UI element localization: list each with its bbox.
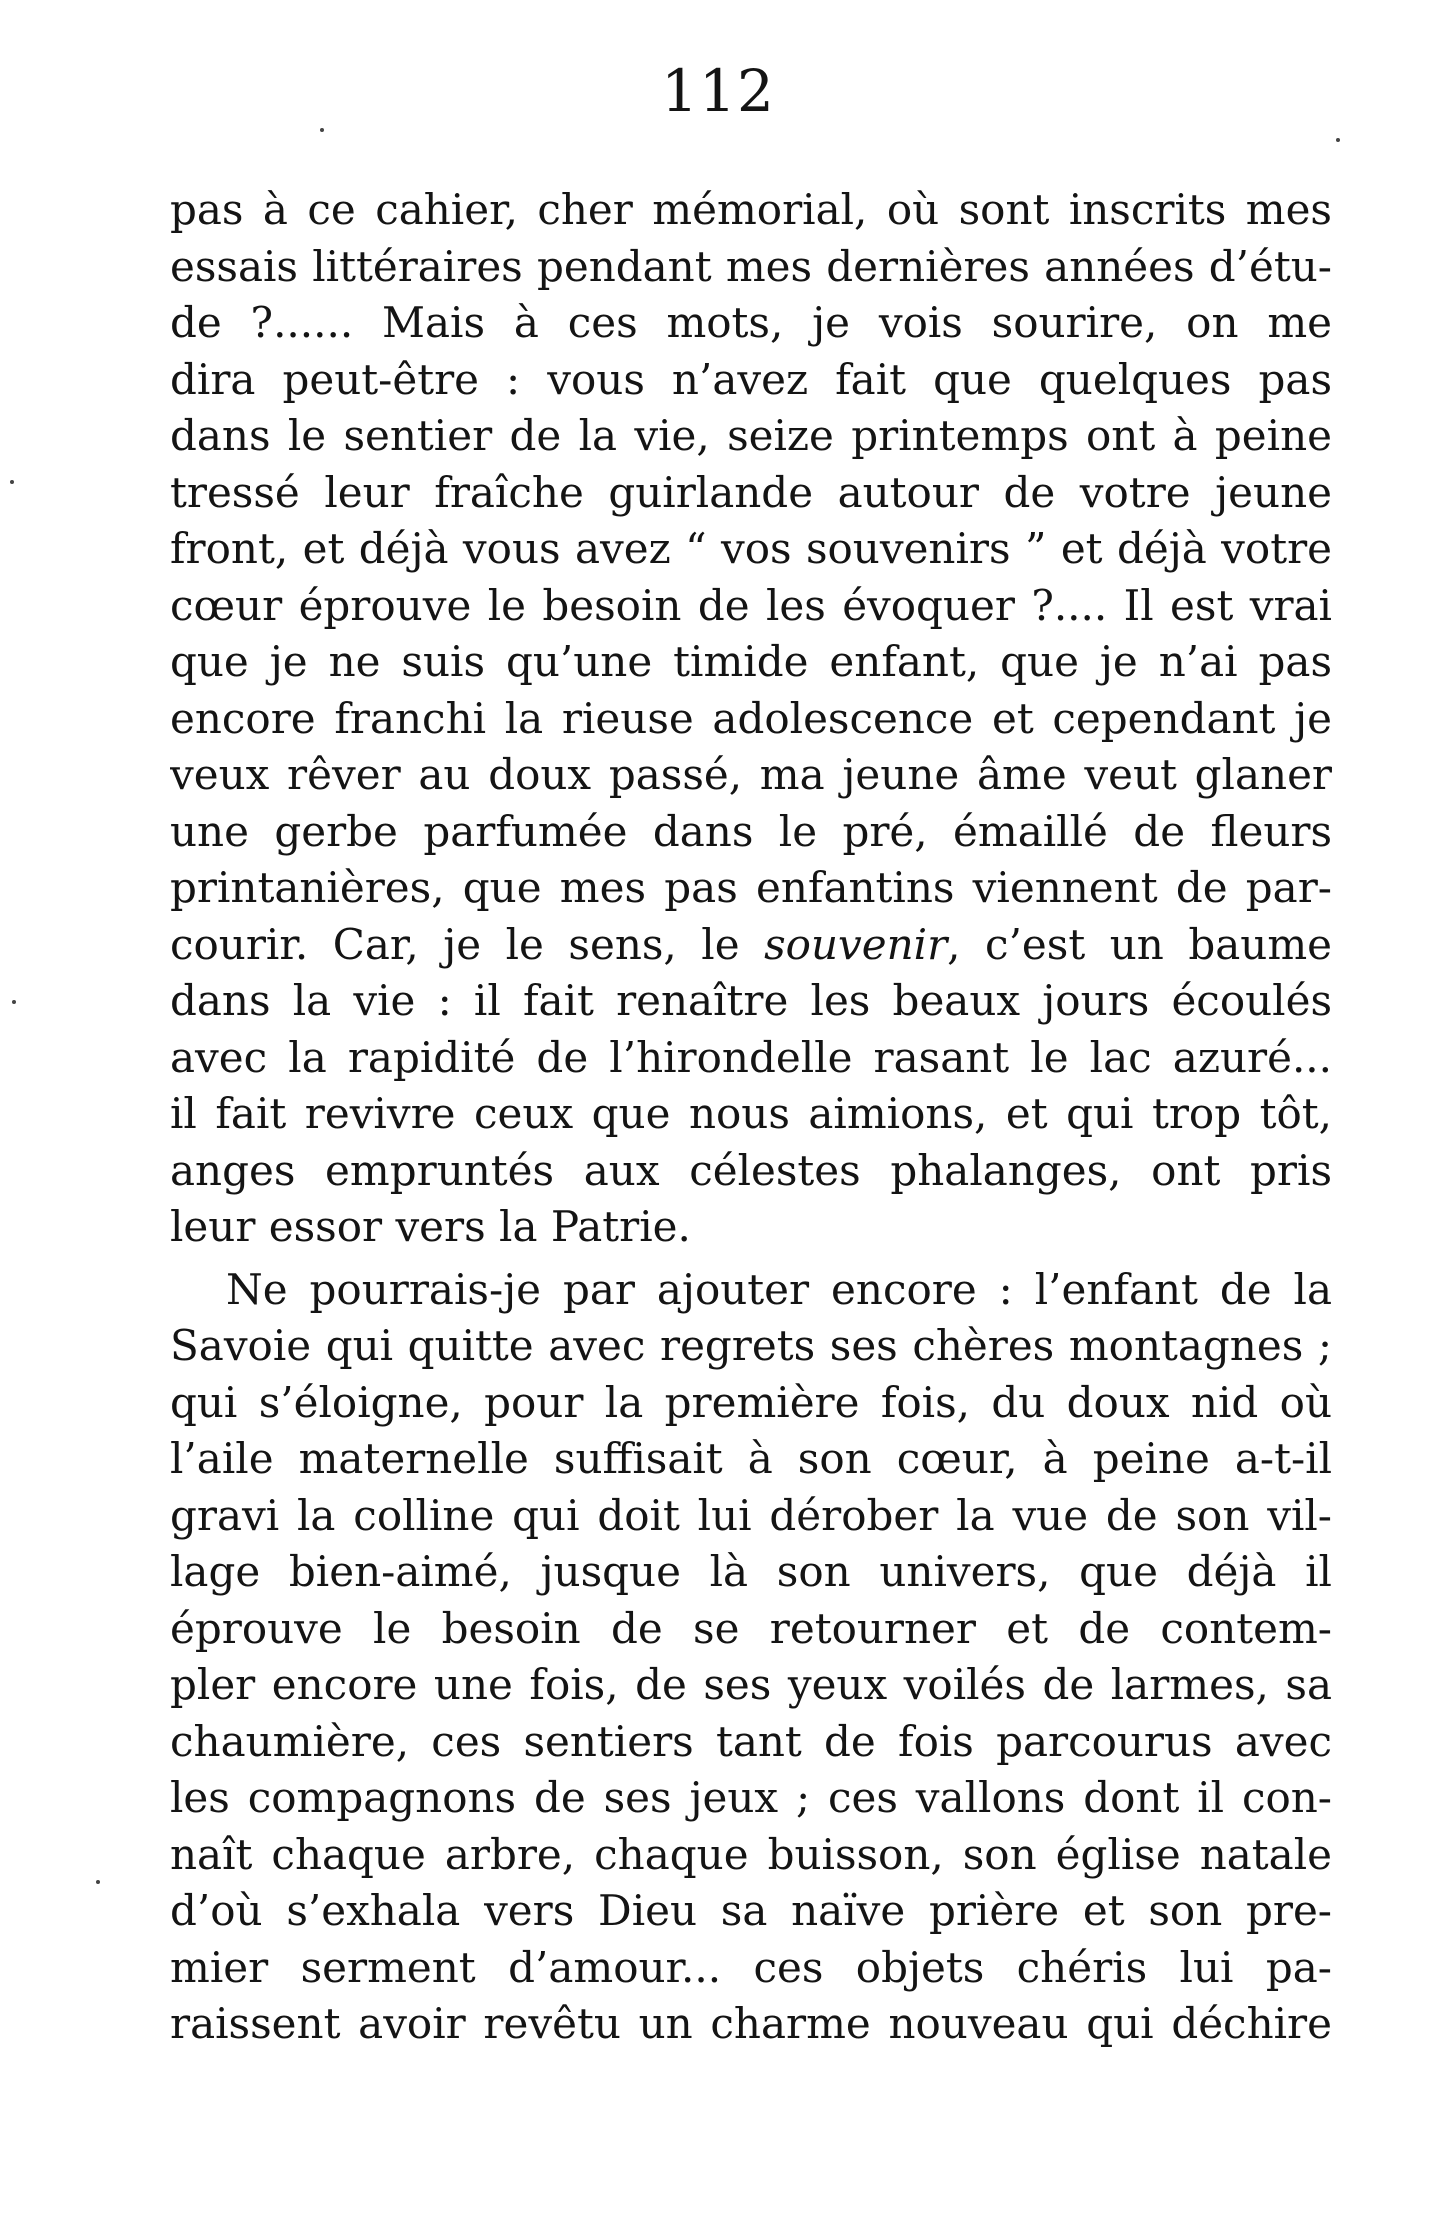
speck bbox=[96, 1880, 100, 1884]
emphasized-word: souvenir bbox=[764, 919, 948, 969]
text-line: mier serment d’amour... ces objets chéris lui pa- bbox=[170, 1942, 1332, 1992]
text-line: dira peut-être : vous n’avez fait que quelques pas bbox=[170, 354, 1332, 404]
text-line: il fait revivre ceux que nous aimions, et qui trop tôt, bbox=[170, 1089, 1332, 1138]
paragraph bbox=[170, 1262, 1332, 2053]
text-line: chaumière, ces sentiers tant de fois parcourus avec bbox=[170, 1716, 1332, 1766]
text-line: gravi la colline qui doit lui dérober la vue de son vil- bbox=[170, 1490, 1332, 1540]
text-line: éprouve le besoin de se retourner et de contem- bbox=[170, 1603, 1332, 1653]
text-line: l’aile maternelle suffisait à son cœur, à peine a-t-il bbox=[170, 1434, 1332, 1483]
paragraph bbox=[170, 182, 1332, 1256]
text-line: courir. Car, je le sens, le souvenir, c’est un baume bbox=[170, 919, 1332, 969]
speck bbox=[320, 128, 324, 132]
text-line: dans le sentier de la vie, seize printemps ont à peine bbox=[170, 411, 1332, 460]
text-line: pler encore une fois, de ses yeux voilés de larmes, sa bbox=[170, 1660, 1332, 1709]
text-line: front, et déjà vous avez “ vos souvenirs ” et déjà votre bbox=[170, 524, 1332, 573]
text-line: de ?...... Mais à ces mots, je vois sourire, on me bbox=[170, 298, 1332, 347]
text-line: que je ne suis qu’une timide enfant, que je n’ai pas bbox=[170, 637, 1332, 686]
text-line: raissent avoir revêtu un charme nouveau qui déchire bbox=[170, 1999, 1332, 2048]
page-number: 112 bbox=[661, 57, 775, 125]
text-line: lage bien-aimé, jusque là son univers, que déjà il bbox=[170, 1547, 1332, 1596]
text-line: encore franchi la rieuse adolescence et cependant je bbox=[170, 693, 1332, 743]
text-line: naît chaque arbre, chaque buisson, son église natale bbox=[170, 1829, 1332, 1879]
text-line: Ne pourrais-je par ajouter encore : l’enfant de la bbox=[226, 1264, 1332, 1314]
text-line: anges empruntés aux célestes phalanges, ont pris bbox=[170, 1145, 1332, 1195]
text-line: avec la rapidité de l’hirondelle rasant le lac azuré... bbox=[170, 1032, 1332, 1082]
text-line: une gerbe parfumée dans le pré, émaillé de fleurs bbox=[170, 806, 1332, 856]
speck bbox=[12, 1000, 16, 1004]
text-line: tressé leur fraîche guirlande autour de votre jeune bbox=[170, 467, 1332, 517]
text-line: les compagnons de ses jeux ; ces vallons dont il con- bbox=[170, 1773, 1332, 1822]
speck bbox=[10, 480, 14, 484]
text-line: essais littéraires pendant mes dernières années d’étu- bbox=[170, 241, 1332, 291]
text-line: qui s’éloigne, pour la première fois, du doux nid où bbox=[170, 1377, 1332, 1427]
text-line: pas à ce cahier, cher mémorial, où sont inscrits mes bbox=[170, 185, 1332, 234]
text-line: veux rêver au doux passé, ma jeune âme veut glaner bbox=[170, 750, 1332, 799]
text-line: printanières, que mes pas enfantins viennent de par- bbox=[170, 863, 1332, 912]
text-line: leur essor vers la Patrie. bbox=[170, 1202, 691, 1251]
text-line: Savoie qui quitte avec regrets ses chères montagnes ; bbox=[170, 1321, 1332, 1370]
text-line: dans la vie : il fait renaître les beaux jours écoulés bbox=[170, 976, 1332, 1025]
body-text bbox=[170, 182, 1332, 2053]
speck bbox=[1336, 138, 1340, 142]
text-line: cœur éprouve le besoin de les évoquer ?.... Il est vrai bbox=[170, 580, 1332, 630]
text-line: d’où s’exhala vers Dieu sa naïve prière et son pre- bbox=[170, 1886, 1332, 1935]
